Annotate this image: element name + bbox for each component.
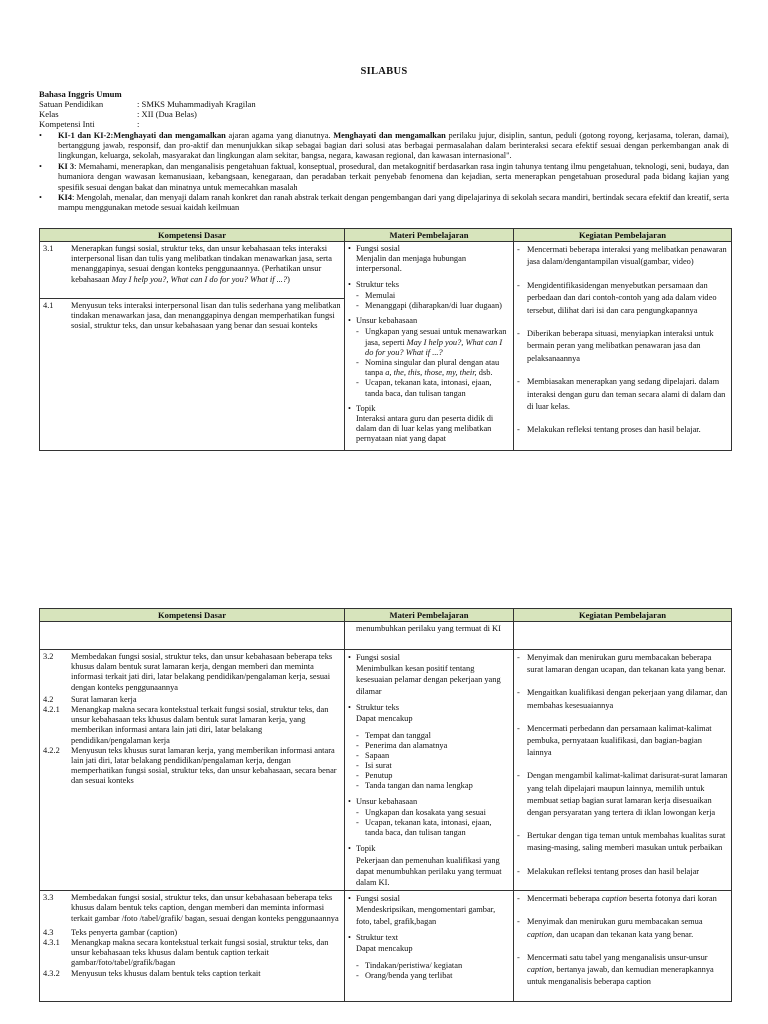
kd-number: 4.2.2 — [43, 745, 60, 755]
list-item: - Isi surat — [356, 761, 510, 771]
materi-list — [348, 244, 510, 445]
list-item: - Memulai — [356, 291, 510, 301]
list-item: - Menyimak dan menirukan guru membacakan semua caption, dan ucapan dan tekanan kata yang benar. — [517, 916, 728, 940]
list-item: - Melakukan refleksi tentang proses dan hasil belajar. — [517, 424, 728, 436]
kd-text: Menyusun teks interaksi interpersonal lisan dan tulis sederhana yang melibatkan tindakan menawarkan jasa, dan menanggapinya dengan memperhatikan fungsi sosial, struktur teks, dan unsur kebahasaan yang benar dan sesuai konteks — [71, 301, 341, 331]
table-header-row — [40, 229, 732, 242]
kd-item — [43, 928, 341, 938]
materi-desc: Menjalin dan menjaga hubungan interpersonal. — [356, 254, 467, 274]
syllabus-table-1 — [39, 228, 732, 451]
materi-sublist — [348, 327, 510, 398]
materi-desc: Dapat mencakup — [356, 944, 413, 954]
meta-value: : — [137, 119, 140, 129]
materi-item — [348, 316, 510, 399]
materi-item — [348, 932, 510, 981]
materi-heading: • Topik — [348, 843, 510, 854]
meta-row — [39, 99, 729, 109]
ki-item — [39, 131, 729, 162]
ki-text: : Memahami, menerapkan, dan menganalisis pengetahuan faktual, konseptual, prosedural, dan metakognitif berdasarkan rasa ingin tahunya tentang ilmu pengetahuan, teknologi, seni, budaya, dan humaniora dengan wawasan kemanusiaan, kebangsaan, kenegaraan, dan peradaban terkait penyebab fenomena dan kejadian, serta menerapkan pengetahuan prosedural pada bidang kajian yang spesifik sesuai dengan bakat dan minatnya untuk memecahkan masalah — [58, 162, 729, 192]
table-header-row — [40, 609, 732, 622]
bullet-icon: • — [39, 131, 42, 140]
ki-lead: KI4 — [58, 193, 72, 203]
kd-cell — [40, 242, 345, 451]
ki-text: perilaku jujur, disiplin, santun, peduli (gotong royong, kerjasama, toleran, damai), bertanggung jawab, responsif, dan pro-aktif dan menunjukkan sikap sebagai bagian dari solusi atas berbagai permasalahan dalam berinteraksi secara efektif sesuai dengan perkembangan anak di lingkungan, keluarga, sekolah, masyarakat dan lingkungan alam sekitar, bangsa, negara, kawasan regional, dan kawasan internasional". — [58, 131, 729, 161]
kd-cell — [40, 650, 345, 891]
list-item: - Dengan mengambil kalimat-kalimat darisurat-surat lamaran yang telah dipelajari maupun lainnya, memilih untuk membuat setiap bagian surat lamaran kerja disesuaikan dengan persyaratan yang tertera di iklan lowongan kerja — [517, 770, 728, 819]
column-header: Kegiatan Pembelajaran — [514, 229, 732, 242]
kd-number: 4.3.2 — [43, 968, 60, 978]
materi-heading: • Unsur kebahasaan — [348, 316, 510, 326]
kd-number: 4.2 — [43, 694, 54, 704]
kd-text: ) — [287, 274, 290, 284]
list-item: - Ucapan, tekanan kata, intonasi, ejaan, tanda baca, dan tulisan tangan — [356, 818, 510, 838]
kd-cell — [40, 622, 345, 650]
bullet-icon: • — [39, 193, 42, 203]
materi-item — [348, 280, 510, 312]
materi-heading: • Fungsi sosial — [348, 893, 510, 904]
kd-item — [40, 242, 344, 299]
list-item: - Mengidentifikasidengan menyebutkan persamaan dan perbedaan dan dari contoh-contoh yang ada dalam video tersebut, dilihat dari isi dan cara pengungkapannya — [517, 280, 728, 317]
list-item: - Penerima dan alamatnya — [356, 741, 510, 751]
column-header: Materi Pembelajaran — [345, 609, 514, 622]
kd-text: Menerapkan fungsi sosial, struktur teks, dan unsur kebahasaan teks interaksi interpersonal lisan dan tulis yang melibatkan tindakan menawarkan jasa, serta menanggapinya, sesuai dengan konteks penggunaannya. (Perhatikan unsur kebahasaan — [71, 244, 332, 284]
kompetensi-inti-list — [39, 131, 729, 214]
kd-text-italic: May I help you?, What can I do for you? What if ...? — [111, 274, 288, 284]
materi-cell — [345, 650, 514, 891]
kd-item — [43, 705, 341, 746]
kd-cell — [40, 891, 345, 1002]
materi-sublist — [348, 291, 510, 311]
materi-heading: • Struktur teks — [348, 280, 510, 290]
subject-name: Bahasa Inggris Umum — [39, 89, 122, 99]
kd-number: 4.3.1 — [43, 938, 60, 948]
kegiatan-cell — [514, 242, 732, 451]
kegiatan-cell — [514, 622, 732, 650]
materi-item — [348, 893, 510, 927]
materi-desc: Dapat mencakup — [356, 714, 413, 724]
kd-text: Membedakan fungsi sosial, struktur teks, dan unsur kebahasaan beberapa teks khusus dalam bentuk teks caption, dengan memberi dan meminta informasi terkait gambar /foto /tabel/grafik/ bagan, sesuai dengan konteks penggunaannya — [71, 893, 339, 923]
column-header: Materi Pembelajaran — [345, 229, 514, 242]
table-row — [40, 622, 732, 650]
materi-item — [348, 702, 510, 791]
list-item: - Menyimak dan menirukan guru membacakan beberapa surat lamaran dengan ucapan, dan tekanan kata yang benar. — [517, 652, 728, 676]
kd-item — [43, 938, 341, 969]
materi-heading: • Fungsi sosial — [348, 244, 510, 254]
kd-text: Surat lamaran kerja — [71, 694, 137, 704]
list-item: - Sapaan — [356, 751, 510, 761]
list-item: - Tindakan/peristiwa/ kegiatan — [356, 961, 510, 971]
table-row — [40, 650, 732, 891]
kd-text: Menyusun teks khusus dalam bentuk teks caption terkait — [71, 968, 261, 978]
document-meta — [39, 89, 729, 129]
ki-lead: KI-1 dan KI-2:Menghayati dan mengamalkan — [58, 131, 226, 140]
kd-number: 3.1 — [43, 244, 54, 253]
meta-label: Satuan Pendidikan — [39, 99, 104, 109]
materi-desc: menumbuhkan perilaku yang termuat di KI — [356, 624, 501, 633]
kegiatan-cell — [514, 891, 732, 1002]
kd-text: Menyusun teks khusus surat lamaran kerja, yang memberikan informasi antara lain jati diri, latar belakang pendidikan/pengalaman kerja, dengan memperhatikan fungsi sosial, struktur teks, dan unsur kebahasaan, secara benar dan sesuai konteks — [71, 745, 337, 786]
kd-item — [43, 652, 341, 693]
materi-list — [348, 893, 510, 981]
table-row — [40, 242, 732, 451]
materi-heading: • Struktur text — [348, 932, 510, 943]
kd-number: 4.1 — [43, 301, 54, 310]
list-item: - Ungkapan yang sesuai untuk menawarkan jasa, seperti May I help you?, What can I do for you? What if ...? — [356, 327, 510, 358]
list-item: - Melakukan refleksi tentang proses dan hasil belajar — [517, 866, 728, 878]
kd-text: Membedakan fungsi sosial, struktur teks, dan unsur kebahasaan beberapa teks khusus dalam bentuk surat lamaran kerja, dengan memberi dan meminta informasi terkait jati diri, latar belakang pendidikan/pengalaman kerja, sesuai dengan konteks penggunaannya — [71, 652, 333, 692]
materi-sublist — [348, 731, 510, 791]
table-row — [40, 891, 732, 1002]
kd-number: 3.3 — [43, 893, 54, 903]
materi-desc: Pekerjaan dan pemenuhan kualifikasi yang dapat menumbuhkan perilaku yang termuat dalam KI. — [356, 855, 502, 888]
materi-item — [348, 652, 510, 697]
kd-item — [43, 969, 341, 979]
kd-number: 4.2.1 — [43, 705, 60, 715]
list-item: - Penutup — [356, 771, 510, 781]
kegiatan-cell — [514, 650, 732, 891]
ki-item — [39, 162, 729, 193]
list-item: - Mencermati perbedann dan persamaan kalimat-kalimat pembuka, pernyataan kualifikasi, dan bagian-bagian lainnya — [517, 723, 728, 760]
bullet-icon: • — [39, 162, 42, 172]
kd-text: Teks penyerta gambar (caption) — [71, 927, 178, 937]
list-item: - Nomina singular dan plural dengan atau tanpa a, the, this, those, my, their, dsb. — [356, 358, 510, 378]
list-item: - Diberikan beberapa situasi, menyiapkan interaksi untuk bermain peran yang melibatkan penawaran jasa dan pelaksanaannya — [517, 328, 728, 365]
list-item: - Ungkapan dan kosakata yang sesuai — [356, 808, 510, 818]
kegiatan-list — [517, 244, 728, 437]
list-item: - Mencermati beberapa caption beserta fotonya dari koran — [517, 893, 728, 905]
meta-label: Kelas — [39, 109, 59, 119]
list-item: - Mengaitkan kualifikasi dengan pekerjaan yang dilamar, dan membahas kesesuaiannya — [517, 687, 728, 711]
materi-item — [348, 796, 510, 838]
meta-value: : SMKS Muhammadiyah Kragilan — [137, 99, 256, 109]
ki-item — [39, 193, 729, 213]
list-item: - Ucapan, tekanan kata, intonasi, ejaan, tanda baca, dan tulisan tangan — [356, 378, 510, 398]
materi-desc: Menimbulkan kesan positif tentang kesesuaian pelamar dengan pekerjaan yang dilamar — [356, 664, 501, 696]
meta-label: Kompetensi Inti — [39, 119, 95, 129]
kegiatan-list — [517, 893, 728, 988]
syllabus-table-2 — [39, 608, 732, 1002]
kd-text: Menangkap makna secara kontekstual terkait fungsi sosial, struktur teks, dan unsur kebahasaan teks khusus dalam bentuk surat lamaran kerja, yang memberikan informasi antara lain jati diri, latar belakang pendidikan/pengalaman kerja — [71, 705, 329, 745]
kd-number: 3.2 — [43, 652, 54, 661]
ki-lead: KI 3 — [58, 162, 75, 172]
materi-sublist — [348, 961, 510, 981]
meta-row — [39, 119, 729, 129]
materi-item — [348, 404, 510, 445]
kd-item — [40, 299, 344, 334]
list-item: - Mencermati beberapa interaksi yang melibatkan penawaran jasa dalam/dengantampilan visual(gambar, video) — [517, 244, 728, 269]
kegiatan-list — [517, 652, 728, 878]
column-header: Kegiatan Pembelajaran — [514, 609, 732, 622]
list-item: - Orang/benda yang terlibat — [356, 971, 510, 981]
list-item: - Tempat dan tanggal — [356, 731, 510, 741]
meta-row — [39, 109, 729, 119]
materi-desc: Mendeskripsikan, mengomentari gambar, foto, tabel, grafik,bagan — [356, 905, 496, 926]
materi-desc: Interaksi antara guru dan peserta didik di dalam dan di luar kelas yang melibatkan pernyataan niat yang dapat — [356, 414, 494, 444]
list-item: - Tanda tangan dan nama lengkap — [356, 781, 510, 791]
materi-item — [348, 843, 510, 888]
kd-number: 4.3 — [43, 927, 54, 937]
materi-heading: • Topik — [348, 404, 510, 414]
materi-list — [348, 652, 510, 888]
materi-cell — [345, 242, 514, 451]
materi-heading: • Unsur kebahasaan — [348, 796, 510, 807]
materi-item — [348, 244, 510, 275]
list-item: - Menanggapi (diharapkan/di luar dugaan) — [356, 301, 510, 311]
column-header: Kompetensi Dasar — [40, 229, 345, 242]
list-item: - Bertukar dengan tiga teman untuk membahas kualitas surat masing-masing, saling memberi masukan untuk perbaikan — [517, 830, 728, 854]
column-header: Kompetensi Dasar — [40, 609, 345, 622]
materi-cell — [345, 891, 514, 1002]
list-item: - Mencermati satu tabel yang menganalisis unsur-unsur caption, bertanya jawab, dan kemudian menerapkannya untuk menganalisis beberapa caption — [517, 952, 728, 989]
kd-item — [43, 695, 341, 705]
materi-heading: • Fungsi sosial — [348, 652, 510, 663]
materi-sublist — [348, 808, 510, 838]
materi-heading: • Struktur teks — [348, 702, 510, 713]
materi-cell — [345, 622, 514, 650]
list-item: - Membiasakan menerapkan yang sedang dipelajari. dalam interaksi dengan guru dan teman secara alami di dalam dan di luar kelas. — [517, 376, 728, 413]
ki-text: : Mengolah, menalar, dan menyaji dalam ranah konkret dan ranah abstrak terkait dengan pengembangan dari yang dipelajarinya di sekolah secara mandiri, bertindak secara efektif dan kreatif, serta mampu menggunakan metode sesuai kaidah keilmuan — [58, 193, 729, 213]
ki-lead: Menghayati dan mengamalkan — [333, 131, 446, 140]
document-title: SILABUS — [360, 66, 408, 77]
kd-item — [43, 893, 341, 924]
ki-text: ajaran agama yang dianutnya. — [225, 131, 334, 140]
kd-item — [43, 746, 341, 787]
kd-text: Menangkap makna secara kontekstual terkait fungsi sosial, struktur teks, dan unsur kebahasaan teks khusus dalam bentuk caption terkait gambar/foto/tabel/grafik/bagan — [71, 938, 329, 968]
meta-value: : XII (Dua Belas) — [137, 109, 197, 119]
